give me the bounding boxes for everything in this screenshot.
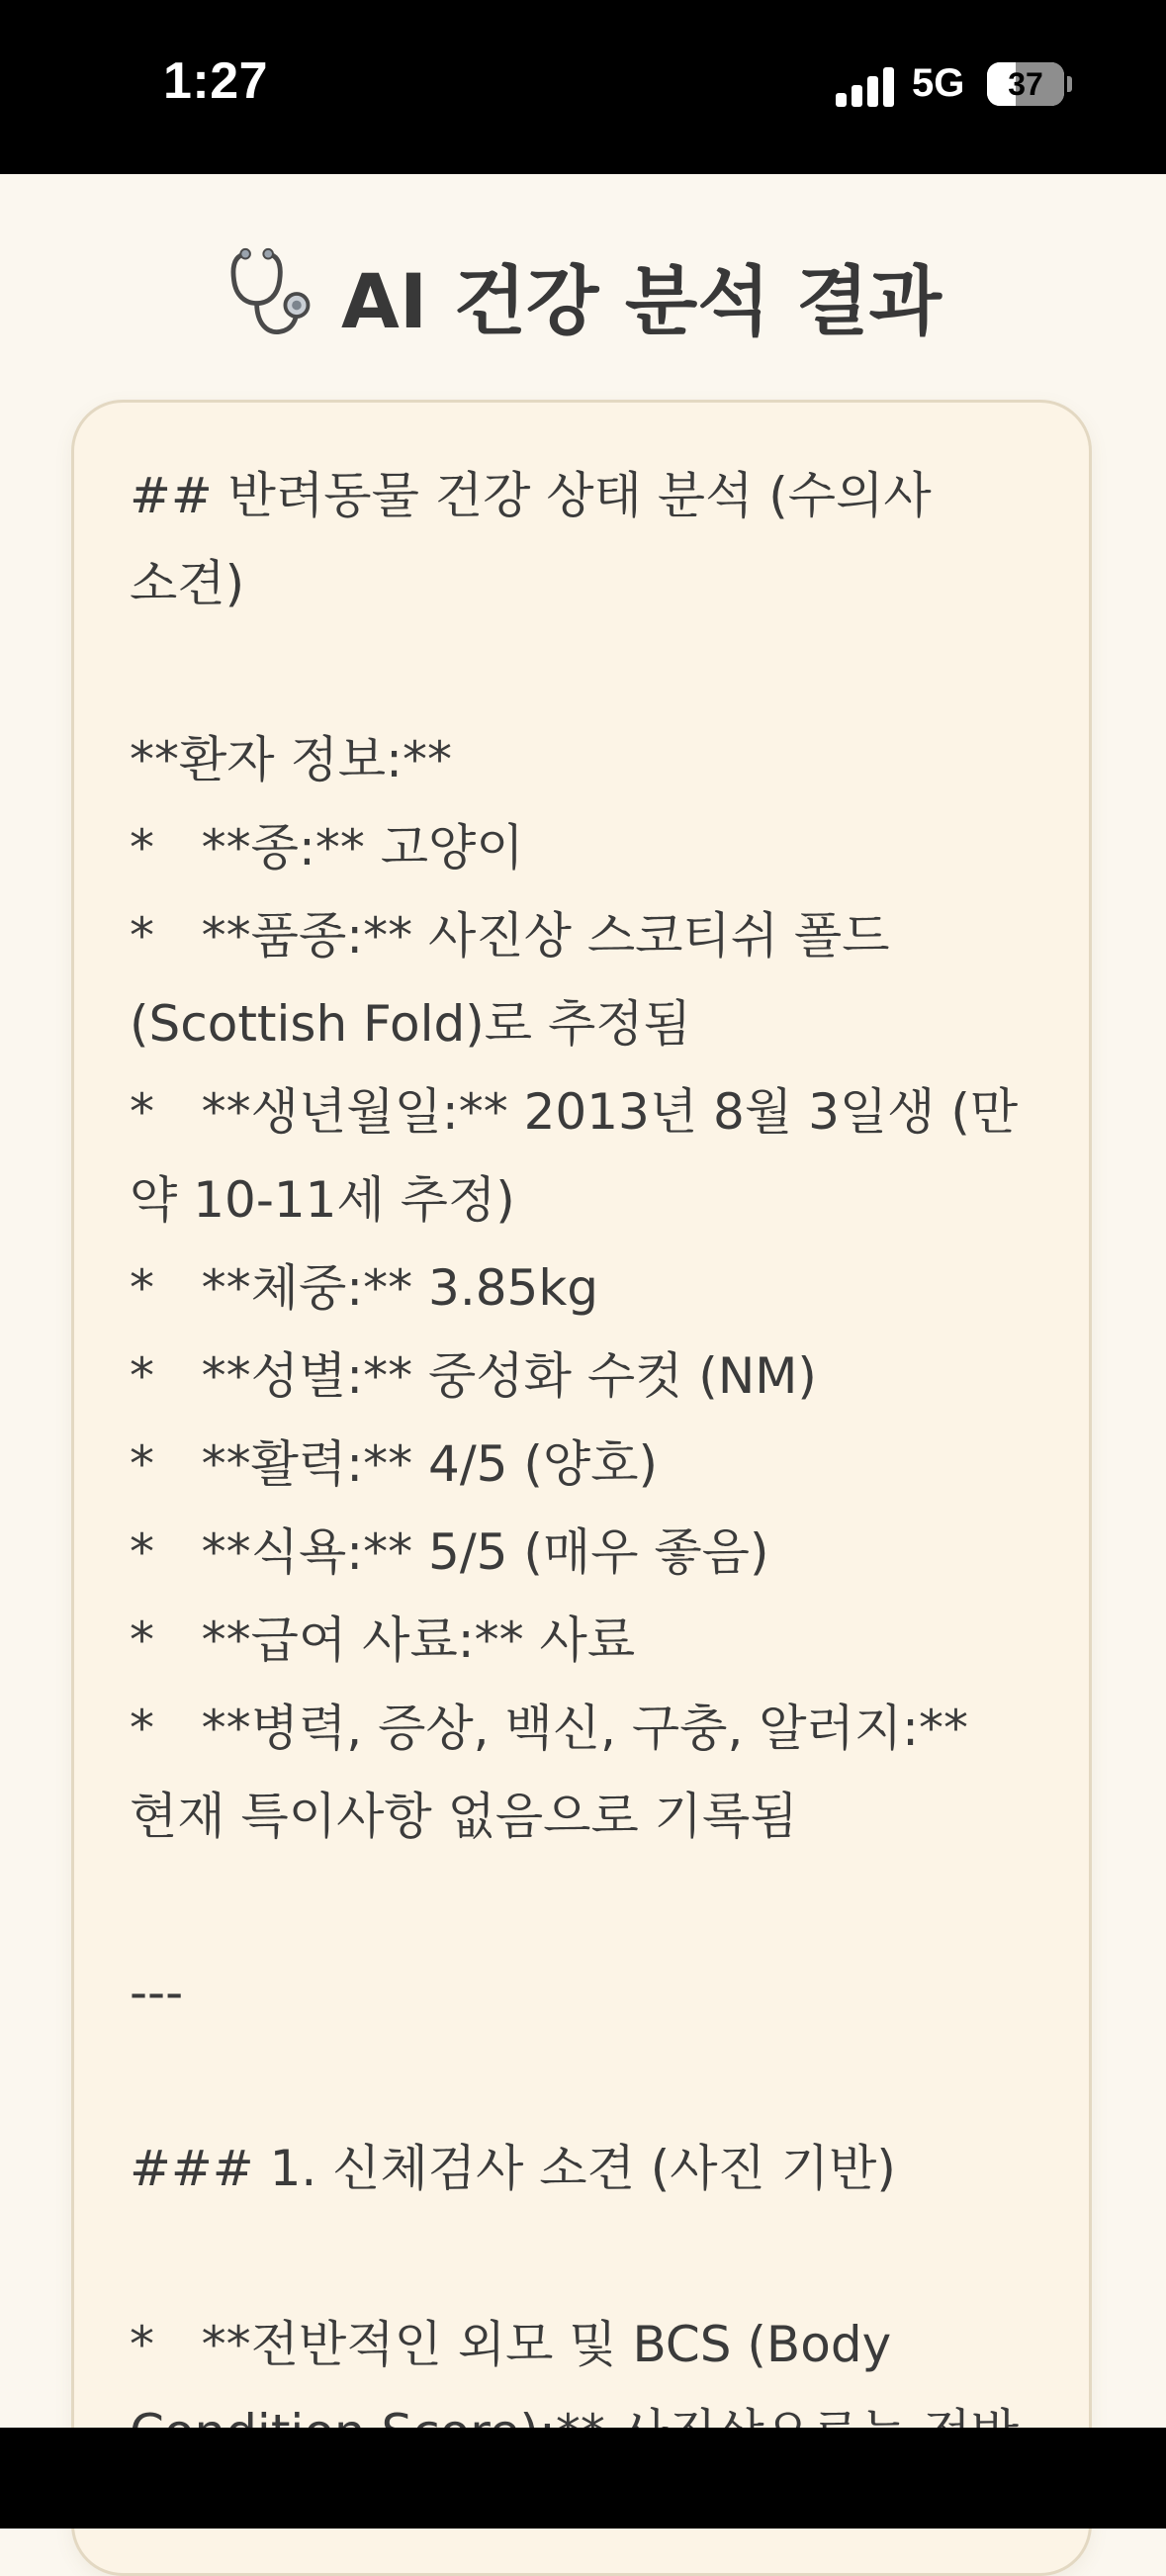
analysis-result-text: ## 반려동물 건강 상태 분석 (수의사 소견) **환자 정보:** * **종:** 고양이 * **품종:** 사진상 스코티쉬 폴드 (Scottish Fold)로 추정됨 * **생년월일:** 2013년 8월 3일생 (만 약 10-11세 추정) * **체중:** 3.85kg * **성별:** 중성화 수컷 (NM) * **활력:** 4/5 (양호) * **식욕:** 5/5 (매우 좋음) * **급여 사료:** 사료 * **병력, 증상, 백신, 구충, 알러지:** 현재 특이사항 없음으로 기록됨 --- ### 1. 신체검사 소견 (사진 기반) * **전반적인 외모 및 BCS (Body — [130, 467, 1019, 2373]
page-title — [0, 242, 1166, 361]
analysis-result-card[interactable] — [71, 400, 1092, 2576]
cellular-signal-icon — [836, 67, 895, 107]
battery-icon — [987, 62, 1064, 106]
page-title-text: AI 건강 분석 결과 — [341, 257, 942, 345]
bottom-bar — [0, 2428, 1166, 2529]
battery-tip — [1067, 76, 1072, 92]
network-type: 5G — [912, 61, 965, 105]
status-bar — [0, 0, 1166, 174]
stethoscope-icon — [224, 246, 319, 341]
battery-level: 37 — [1008, 66, 1043, 102]
status-time: 1:27 — [163, 52, 269, 110]
